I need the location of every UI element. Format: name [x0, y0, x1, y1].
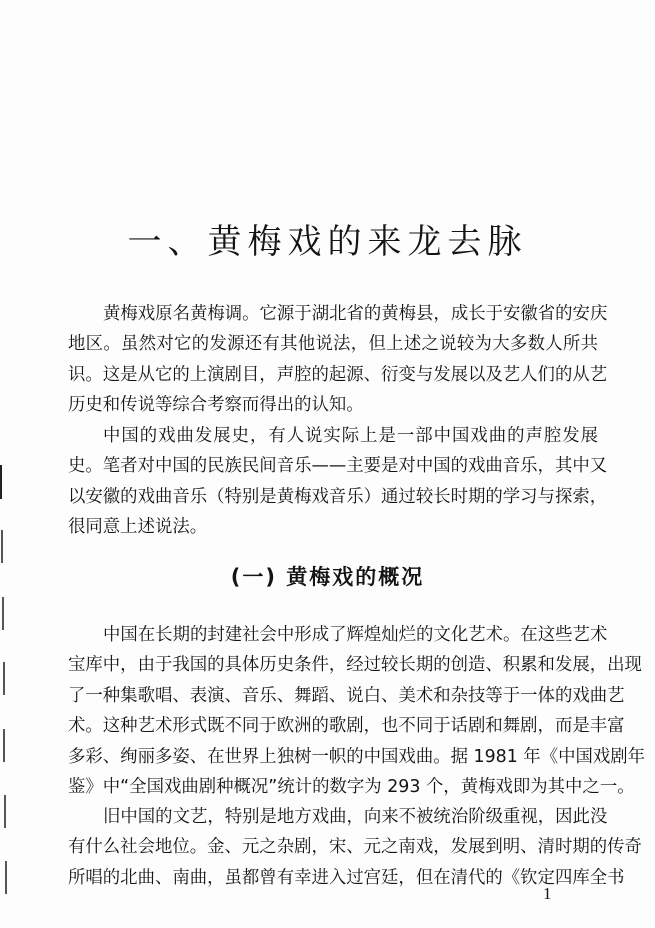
paragraph-1 [68, 299, 608, 421]
scan-mark [3, 729, 5, 762]
section-title: (一) 黄梅戏的概况 [230, 565, 425, 589]
text-line: 以安徽的戏曲音乐（特别是黄梅戏音乐）通过较长时期的学习与探索， [68, 486, 608, 507]
paragraph-4 [68, 802, 642, 893]
text-line: 中国的戏曲发展史，有人说实际上是一部中国戏曲的声腔发展 [103, 426, 598, 446]
text-line: 史。笔者对中国的民族民间音乐——主要是对中国的戏曲音乐，其中又 [68, 456, 608, 477]
chapter-title: 一、黄梅戏的来龙去脉 [127, 222, 528, 262]
text-line: 旧中国的文艺，特别是地方戏曲，向来不被统治阶级重视，因此没 [103, 807, 608, 827]
text-line: 有什么社会地位。金、元之杂剧，宋、元之南戏，发展到明、清时期的传奇 [68, 837, 642, 858]
text-line: 所唱的北曲、南曲，虽都曾有幸进入过宫廷，但在清代的《钦定四库全书 [68, 867, 625, 888]
scan-mark [1, 530, 3, 563]
text-line: 了一种集歌唱、表演、音乐、舞蹈、说白、美术和杂技等于一体的戏曲艺 [68, 685, 625, 706]
text-line: 历史和传说等综合考察而得出的认知。 [68, 395, 364, 416]
text-line: 黄梅戏原名黄梅调。它源于湖北省的黄梅县，成长于安徽省的安庆 [103, 304, 608, 324]
scan-mark [0, 465, 2, 499]
scan-mark [5, 861, 7, 894]
paragraph-3 [68, 620, 646, 802]
text-line: 鉴》中“全国戏曲剧种概况”统计的数字为 293 个，黄梅戏即为其中之一。 [68, 777, 635, 798]
paragraph-2 [68, 421, 608, 543]
scan-mark [2, 597, 4, 630]
text-line: 很同意上述说法。 [68, 517, 208, 538]
text-line: 识。这是从它的上演剧目，声腔的起源、衍变与发展以及艺人们的从艺 [68, 364, 608, 385]
scan-mark [4, 795, 6, 828]
text-line: 地区。虽然对它的发源还有其他说法，但上述之说较为大多数人所共 [68, 334, 598, 355]
page-number: 1 [543, 884, 552, 903]
text-line: 宝库中，由于我国的具体历史条件，经过较长期的创造、积累和发展，出现 [68, 655, 642, 676]
scan-mark [3, 662, 5, 695]
text-line: 术。这种艺术形式既不同于欧洲的歌剧，也不同于话剧和舞剧，而是丰富 [68, 716, 625, 737]
text-line: 多彩、绚丽多姿、在世界上独树一帜的中国戏曲。据 1981 年《中国戏剧年 [68, 746, 646, 767]
text-line: 中国在长期的封建社会中形成了辉煌灿烂的文化艺术。在这些艺术 [103, 625, 608, 645]
